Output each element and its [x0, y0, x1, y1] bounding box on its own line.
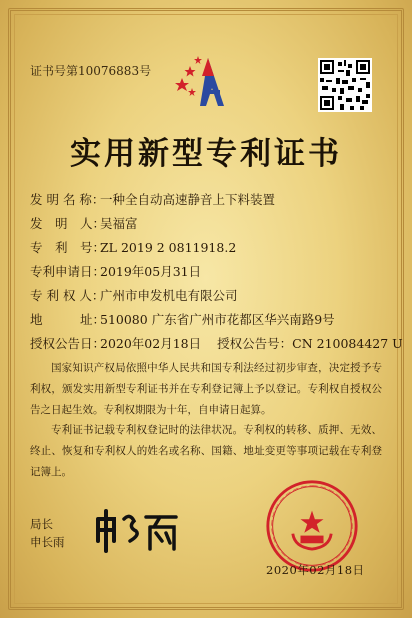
qr-code-icon [318, 58, 372, 112]
field-value: 吴福富 [100, 216, 138, 231]
field-inventor [30, 214, 138, 232]
field-label: 发 明 名 称： [30, 192, 105, 207]
official-seal-icon [264, 478, 360, 574]
field-address [30, 310, 335, 328]
field-application-date [30, 262, 201, 280]
field-value: 一种全自动高速静音上下料装置 [100, 192, 276, 207]
paragraph-grant-statement: 国家知识产权局依照中华人民共和国专利法经过初步审查，决定授予专利权，颁发实用新型专利证书并在专利登记簿上予以登记。专利权自授权公告之日起生效。专利权期限为十年，自申请日起算。 [30, 362, 382, 416]
director-title: 局长 [30, 517, 53, 531]
certificate-number: 证书号第10076883号 [30, 64, 152, 78]
director-block [30, 515, 65, 551]
paragraph-legal-status: 专利证书记载专利权登记时的法律状况。专利权的转移、质押、无效、终止、恢复和专利权人的姓名或名称、国籍、地址变更等事项记载在专利登记簿上。 [30, 424, 382, 478]
field-value: 510080 广东省广州市花都区华兴南路9号 [100, 312, 335, 327]
field-label: 授权公告日： [30, 336, 106, 351]
field-patentee [30, 286, 238, 304]
director-name: 申长雨 [30, 535, 65, 549]
field-label: 地 址： [30, 312, 106, 327]
signature-icon [92, 505, 182, 555]
field-label: 专 利 号： [30, 240, 106, 255]
field-patent-number [30, 238, 236, 256]
field-value: CN 210084427 U [292, 336, 403, 351]
field-label: 发 明 人： [30, 216, 106, 231]
issue-date: 2020年02月18日 [266, 563, 365, 577]
field-label: 授权公告号： [217, 336, 293, 351]
cnipa-logo-icon [168, 48, 238, 108]
certificate-title: 实用新型专利证书 [70, 136, 342, 172]
field-grant-date [30, 334, 403, 352]
field-value: 2019年05月31日 [100, 264, 202, 279]
field-invention-name [30, 190, 275, 208]
field-label: 专利申请日： [30, 264, 106, 279]
field-label: 专 利 权 人： [30, 288, 105, 303]
field-value: 2020年02月18日 [100, 336, 202, 351]
field-value: 广州市申发机电有限公司 [100, 288, 238, 303]
field-value: ZL 2019 2 0811918.2 [100, 240, 237, 255]
